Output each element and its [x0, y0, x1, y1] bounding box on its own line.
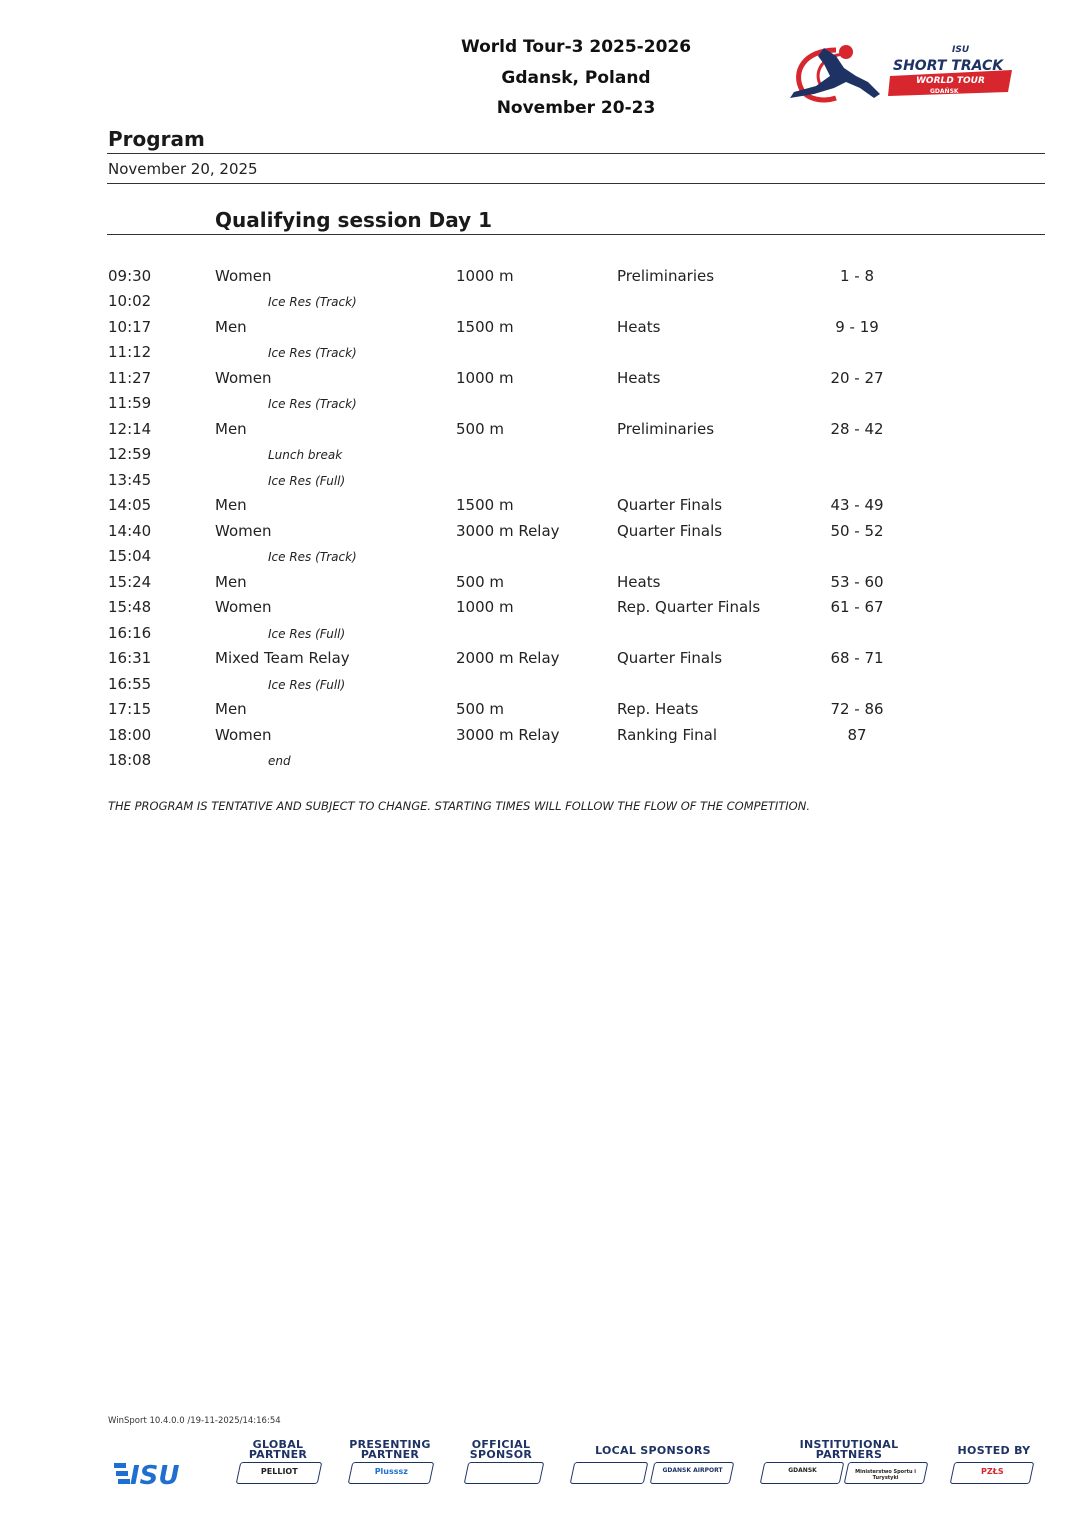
- short-track-logo: [784, 42, 1016, 104]
- row-time: 16:55: [108, 675, 152, 693]
- table-row: [0, 471, 1071, 493]
- row-time: 18:08: [108, 751, 152, 769]
- row-note: Ice Res (Track): [268, 397, 357, 411]
- row-note: Ice Res (Full): [268, 627, 346, 641]
- row-distance: 1500 m: [456, 318, 514, 336]
- row-races: 9 - 19: [835, 318, 879, 336]
- row-round: Heats: [617, 318, 661, 336]
- row-round: Rep. Quarter Finals: [617, 598, 761, 616]
- event-title: World Tour-3 2025-2026: [460, 37, 692, 57]
- table-row: [0, 547, 1071, 569]
- row-time: 12:14: [108, 420, 152, 438]
- gdansk-city-logo: [760, 1462, 845, 1484]
- pzls-logo: [950, 1462, 1035, 1484]
- row-time: 16:16: [108, 624, 152, 642]
- row-note: Ice Res (Track): [268, 346, 357, 360]
- hosted-by-label: [948, 1446, 1040, 1456]
- row-category: Men: [215, 573, 247, 591]
- row-distance: 500 m: [456, 573, 505, 591]
- table-row: [0, 522, 1071, 544]
- session-divider: [107, 234, 1045, 235]
- row-time: 15:48: [108, 598, 152, 616]
- gdansk-city-name: GDANSK: [788, 1467, 817, 1474]
- row-round: Rep. Heats: [617, 700, 699, 718]
- label-line: OFFICIAL: [471, 1438, 531, 1451]
- row-time: 11:12: [108, 343, 152, 361]
- row-time: 16:31: [108, 649, 152, 667]
- row-races: 20 - 27: [830, 369, 884, 387]
- table-row: [0, 573, 1071, 595]
- local-sponsors-label: [580, 1446, 726, 1456]
- row-round: Ranking Final: [617, 726, 718, 744]
- row-distance: 3000 m Relay: [456, 522, 560, 540]
- row-races: 61 - 67: [830, 598, 884, 616]
- row-category: Men: [215, 700, 247, 718]
- ministry-logo: [844, 1462, 929, 1484]
- row-note: Ice Res (Full): [268, 474, 346, 488]
- label-line: HOSTED BY: [957, 1444, 1031, 1457]
- pelliot-logo: [236, 1462, 323, 1484]
- row-distance: 1000 m: [456, 267, 514, 285]
- row-time: 14:40: [108, 522, 152, 540]
- event-location: Gdansk, Poland: [501, 67, 651, 88]
- row-round: Preliminaries: [617, 420, 715, 438]
- ministry-name: Ministerstwo Sportu i Turystyki: [855, 1469, 916, 1481]
- row-note: end: [268, 754, 291, 768]
- local-sponsor-logo-1: [570, 1462, 649, 1484]
- official-sponsor-logo: [464, 1462, 545, 1484]
- row-races: 50 - 52: [830, 522, 884, 540]
- label-line: INSTITUTIONAL: [799, 1438, 899, 1451]
- row-distance: 2000 m Relay: [456, 649, 560, 667]
- row-category: Women: [215, 369, 272, 387]
- table-row: [0, 394, 1071, 416]
- label-line: PRESENTING: [349, 1438, 431, 1451]
- row-note: Ice Res (Track): [268, 550, 357, 564]
- disclaimer: THE PROGRAM IS TENTATIVE AND SUBJECT TO CHANGE. STARTING TIMES WILL FOLLOW THE FLOW OF THE COMPETITION.: [108, 799, 810, 813]
- table-row: [0, 700, 1071, 722]
- isu-logo: [114, 1457, 204, 1487]
- isu-logo-graphic: [114, 1457, 204, 1487]
- row-time: 13:45: [108, 471, 152, 489]
- short-track-logo-graphic: [784, 42, 1016, 104]
- table-row: [0, 496, 1071, 518]
- row-time: 18:00: [108, 726, 152, 744]
- row-time: 10:17: [108, 318, 152, 336]
- pelliot-name: PELLIOT: [260, 1467, 298, 1476]
- airport-name: GDANSK AIRPORT: [662, 1467, 723, 1474]
- row-category: Women: [215, 726, 272, 744]
- row-distance: 1000 m: [456, 598, 514, 616]
- table-row: [0, 343, 1071, 365]
- row-round: Heats: [617, 573, 661, 591]
- row-round: Quarter Finals: [617, 496, 723, 514]
- plusssz-name: Plusssz: [374, 1467, 408, 1476]
- row-time: 12:59: [108, 445, 152, 463]
- row-category: Mixed Team Relay: [215, 649, 350, 667]
- session-title: Qualifying session Day 1: [215, 208, 493, 232]
- label-line: PARTNER: [248, 1448, 308, 1461]
- page-title: Program: [108, 127, 205, 151]
- row-races: 53 - 60: [830, 573, 884, 591]
- title-divider: [107, 153, 1045, 154]
- row-time: 14:05: [108, 496, 152, 514]
- table-row: [0, 726, 1071, 748]
- gdansk-airport-logo: [650, 1462, 735, 1484]
- row-category: Women: [215, 267, 272, 285]
- row-category: Men: [215, 496, 247, 514]
- table-row: [0, 751, 1071, 773]
- row-time: 15:24: [108, 573, 152, 591]
- row-distance: 1500 m: [456, 496, 514, 514]
- table-row: [0, 369, 1071, 391]
- label-line: PARTNER: [360, 1448, 420, 1461]
- table-row: [0, 267, 1071, 289]
- row-time: 15:04: [108, 547, 152, 565]
- row-races: 28 - 42: [830, 420, 884, 438]
- row-time: 10:02: [108, 292, 152, 310]
- row-round: Heats: [617, 369, 661, 387]
- date-divider: [107, 183, 1045, 184]
- table-row: [0, 624, 1071, 646]
- table-row: [0, 445, 1071, 467]
- plusssz-logo: [348, 1462, 435, 1484]
- table-row: [0, 292, 1071, 314]
- label-line: SPONSOR: [469, 1448, 533, 1461]
- logo-title: SHORT TRACK: [893, 58, 1004, 74]
- logo-isu-text: ISU: [952, 45, 970, 55]
- row-distance: 500 m: [456, 420, 505, 438]
- row-races: 68 - 71: [830, 649, 884, 667]
- label-line: PARTNERS: [815, 1448, 883, 1461]
- table-row: [0, 675, 1071, 697]
- program-date: November 20, 2025: [108, 160, 258, 178]
- row-round: Quarter Finals: [617, 522, 723, 540]
- row-category: Men: [215, 420, 247, 438]
- table-row: [0, 649, 1071, 671]
- pzls-name: PZŁS: [981, 1467, 1004, 1476]
- row-time: 11:59: [108, 394, 152, 412]
- row-distance: 500 m: [456, 700, 505, 718]
- label-line: LOCAL SPONSORS: [595, 1444, 711, 1457]
- row-races: 72 - 86: [830, 700, 884, 718]
- row-distance: 3000 m Relay: [456, 726, 560, 744]
- row-round: Preliminaries: [617, 267, 715, 285]
- label-line: GLOBAL: [252, 1438, 304, 1451]
- row-races: 1 - 8: [839, 267, 875, 285]
- winsport-stamp: WinSport 10.4.0.0 /19-11-2025/14:16:54: [108, 1416, 281, 1426]
- table-row: [0, 598, 1071, 620]
- row-races: 87: [847, 726, 867, 744]
- official-sponsor-label: [462, 1440, 540, 1460]
- row-note: Lunch break: [268, 448, 343, 462]
- row-category: Women: [215, 598, 272, 616]
- event-header: [400, 32, 752, 124]
- row-note: Ice Res (Track): [268, 295, 357, 309]
- row-note: Ice Res (Full): [268, 678, 346, 692]
- logo-subtitle: WORLD TOUR: [916, 76, 985, 86]
- row-category: Men: [215, 318, 247, 336]
- row-distance: 1000 m: [456, 369, 514, 387]
- logo-city: GDAŃSK: [930, 88, 959, 95]
- presenting-partner-label: [340, 1440, 440, 1460]
- global-partner-label: [240, 1440, 316, 1460]
- row-category: Women: [215, 522, 272, 540]
- row-time: 09:30: [108, 267, 152, 285]
- table-row: [0, 318, 1071, 340]
- row-time: 11:27: [108, 369, 152, 387]
- institutional-partners-label: [786, 1440, 912, 1460]
- row-time: 17:15: [108, 700, 152, 718]
- isu-logo-text: ISU: [130, 1461, 180, 1487]
- row-races: 43 - 49: [830, 496, 884, 514]
- row-round: Quarter Finals: [617, 649, 723, 667]
- table-row: [0, 420, 1071, 442]
- event-dates: November 20-23: [496, 98, 656, 118]
